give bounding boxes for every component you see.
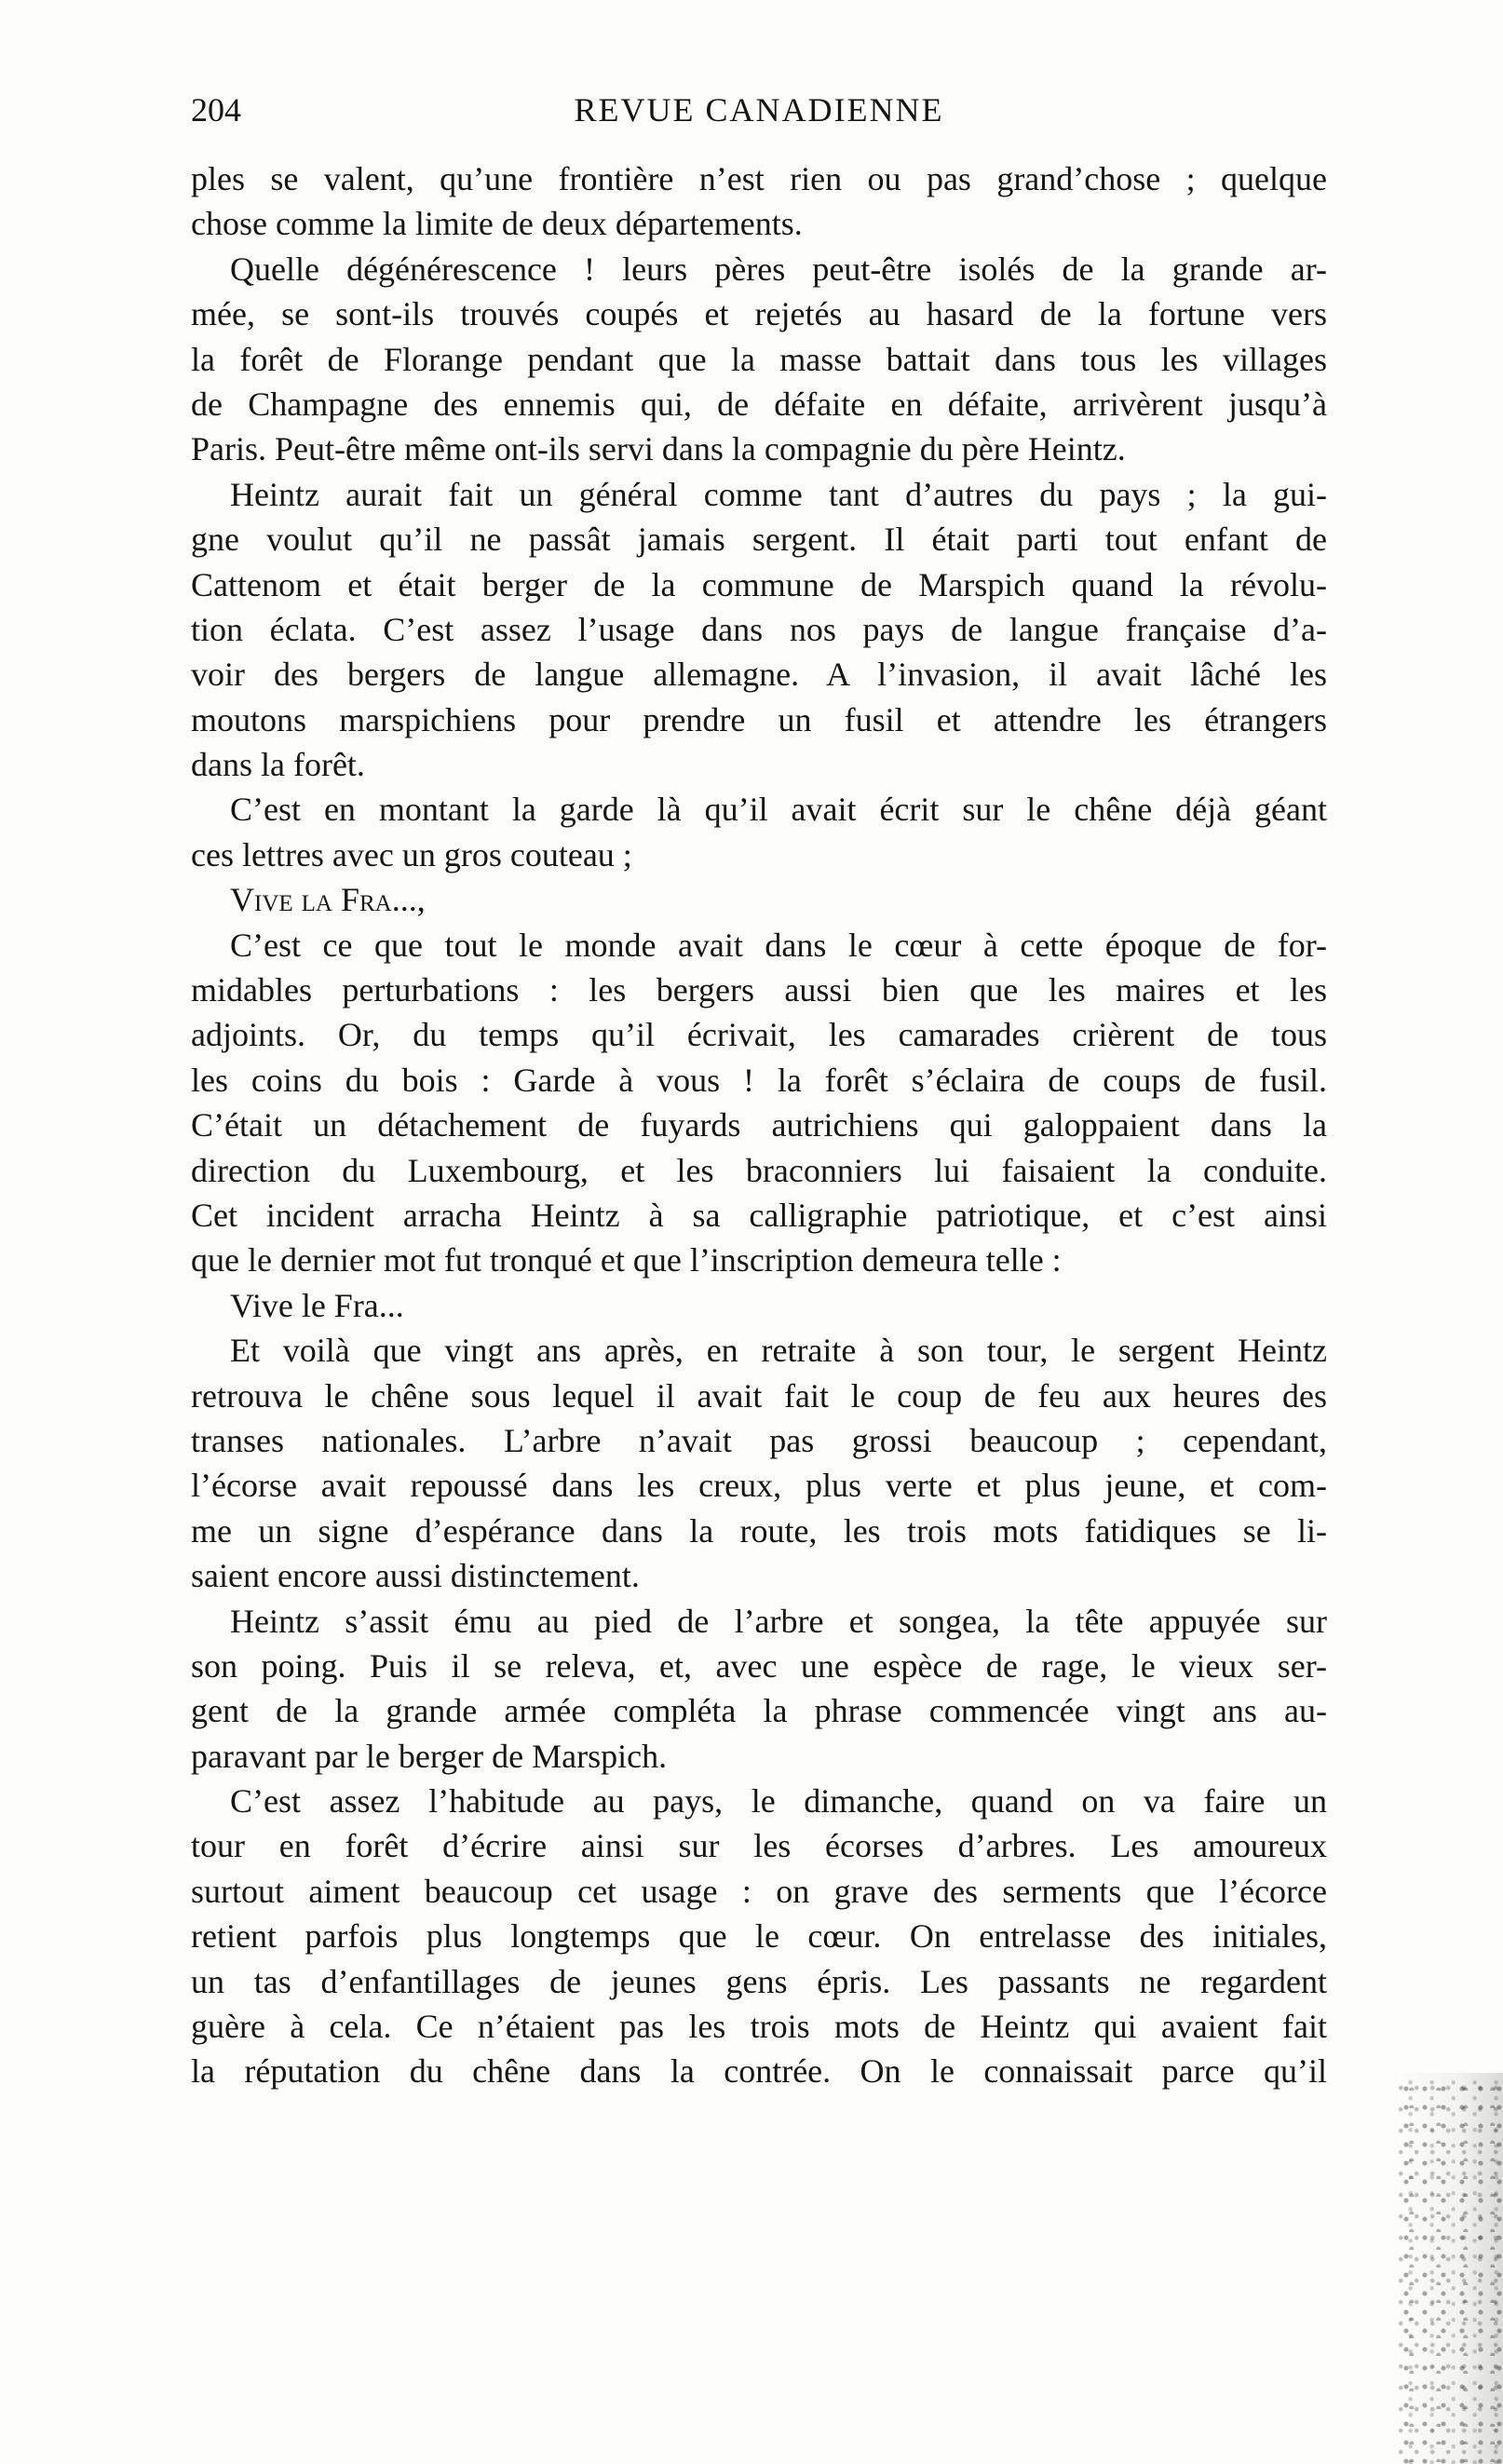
text-line: que le dernier mot fut tronqué et que l’inscription demeura telle : — [191, 1241, 1062, 1279]
text-line: C’est assez l’habitude au pays, le dimanche, quand on va faire un — [230, 1782, 1327, 1821]
text-line: l’écorse avait repoussé dans les creux, plus verte et plus jeune, et com- — [191, 1467, 1327, 1505]
text-line: me un signe d’espérance dans la route, les trois mots fatidiques se li- — [191, 1511, 1327, 1550]
text-line: saient encore aussi distinctement. — [191, 1557, 640, 1595]
page-edge-speckle — [1391, 2073, 1503, 2464]
text-line: gent de la grande armée compléta la phrase commencée vingt ans au- — [191, 1692, 1327, 1730]
text-line: tour en forêt d’écrire ainsi sur les écorses d’arbres. Les amoureux — [191, 1827, 1327, 1865]
text-line: un tas d’enfantillages de jeunes gens épris. Les passants ne regardent — [191, 1962, 1327, 2000]
text-line: guère à cela. Ce n’étaient pas les trois mots de Heintz qui avaient fait — [191, 2008, 1327, 2046]
text-line: tion éclata. C’est assez l’usage dans nos pays de langue française d’a- — [191, 610, 1327, 648]
text-line: Heintz aurait fait un général comme tant d’autres du pays ; la gui- — [230, 475, 1327, 513]
text-line: Heintz s’assit ému au pied de l’arbre et songea, la tête appuyée sur — [230, 1602, 1327, 1640]
text-line: surtout aiment beaucoup cet usage : on grave des serments que l’écorce — [191, 1872, 1327, 1910]
text-line: transes nationales. L’arbre n’avait pas grossi beaucoup ; cependant, — [191, 1421, 1327, 1459]
text-line: direction du Luxembourg, et les braconniers lui faisaient la conduite. — [191, 1151, 1327, 1189]
text-line: adjoints. Or, du temps qu’il écrivait, les camarades crièrent de tous — [191, 1016, 1327, 1054]
text-line: mée, se sont-ils trouvés coupés et rejetés au hasard de la fortune vers — [191, 295, 1327, 333]
text-line: ces lettres avec un gros couteau ; — [191, 835, 632, 873]
page-number: 204 — [191, 91, 241, 129]
inscription-line: Vive la Fra..., — [230, 881, 426, 919]
text-line: C’est ce que tout le monde avait dans le cœur à cette époque de for- — [230, 926, 1327, 964]
text-line: la forêt de Florange pendant que la masse battait dans tous les villages — [191, 340, 1327, 378]
text-line: paravant par le berger de Marspich. — [191, 1737, 668, 1775]
page-header — [191, 82, 1327, 138]
inscription-line: Vive le Fra... — [230, 1286, 404, 1324]
text-line: les coins du bois : Garde à vous ! la forêt s’éclaira de coups de fusil. — [191, 1061, 1327, 1099]
body-text — [191, 156, 1327, 2094]
text-line: de Champagne des ennemis qui, de défaite en défaite, arrivèrent jusqu’à — [191, 385, 1327, 423]
text-line: dans la forêt. — [191, 746, 365, 784]
text-line: C’était un détachement de fuyards autrichiens qui galoppaient dans la — [191, 1106, 1327, 1144]
text-line: la réputation du chêne dans la contrée. On le connaissait parce qu’il — [191, 2052, 1327, 2091]
text-line: voir des bergers de langue allemagne. A l’invasion, il avait lâché les — [191, 656, 1327, 694]
text-line: chose comme la limite de deux départements. — [191, 205, 803, 243]
text-line: ples se valent, qu’une frontière n’est rien ou pas grand’chose ; quelque — [191, 160, 1327, 197]
text-line: gne voulut qu’il ne passât jamais sergent. Il était parti tout enfant de — [191, 521, 1327, 559]
text-line: C’est en montant la garde là qu’il avait écrit sur le chêne déjà géant — [230, 791, 1327, 829]
text-line: moutons marspichiens pour prendre un fusil et attendre les étrangers — [191, 700, 1327, 738]
text-line: Paris. Peut-être même ont-ils servi dans la compagnie du père Heintz. — [191, 430, 1126, 468]
text-line: retrouva le chêne sous lequel il avait fait le coup de feu aux heures des — [191, 1376, 1327, 1415]
text-line: Et voilà que vingt ans après, en retraite à son tour, le sergent Heintz — [230, 1332, 1327, 1370]
text-line: Quelle dégénérescence ! leurs pères peut-être isolés de la grande ar- — [230, 250, 1327, 288]
text-line: midables perturbations : les bergers aussi bien que les maires et les — [191, 971, 1327, 1009]
text-line: Cattenom et était berger de la commune de Marspich quand la révolu- — [191, 565, 1327, 603]
text-line: Cet incident arracha Heintz à sa calligraphie patriotique, et c’est ainsi — [191, 1196, 1327, 1234]
text-line: son poing. Puis il se releva, et, avec une espèce de rage, le vieux ser- — [191, 1646, 1327, 1685]
text-line: retient parfois plus longtemps que le cœur. On entrelasse des initiales, — [191, 1917, 1327, 1956]
running-title: REVUE CANADIENNE — [574, 91, 944, 129]
